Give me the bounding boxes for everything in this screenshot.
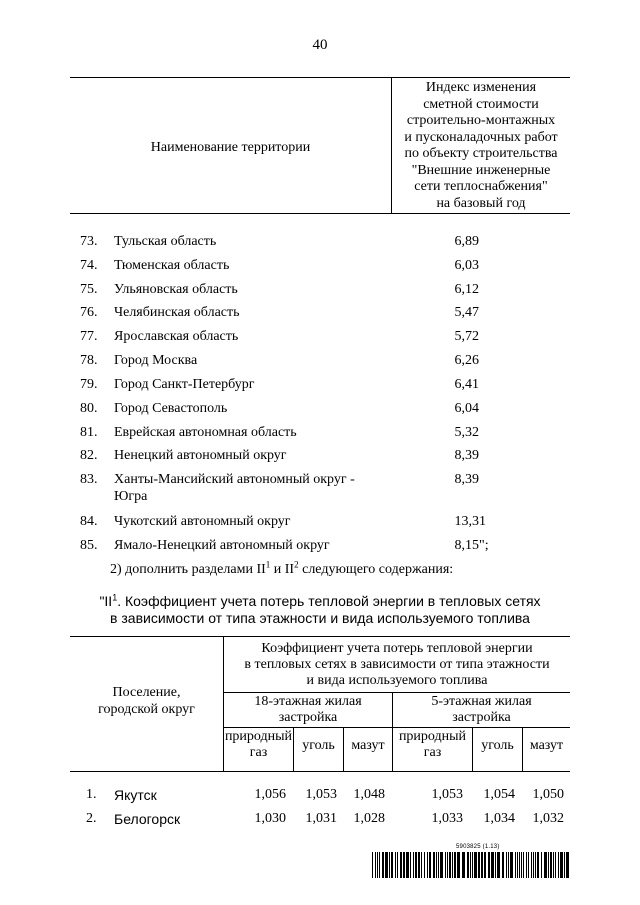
table2-header-column: мазут — [529, 738, 564, 753]
territory-name: Тюменская область — [114, 258, 230, 273]
table-row — [0, 377, 640, 397]
table-row — [0, 305, 640, 325]
index-value: 5,47 — [454, 305, 479, 320]
territory-name: Ульяновская область — [114, 282, 238, 297]
territory-name — [114, 472, 389, 506]
territory-name: Ямало-Ненецкий автономный округ — [114, 538, 330, 553]
table-row — [0, 234, 640, 254]
header-line: 5-этажная жилая — [431, 694, 532, 709]
title-text: "II — [99, 593, 113, 609]
table-row — [0, 811, 640, 831]
header-index-line: сети теплоснабжения" — [414, 179, 548, 194]
table1-header-index — [392, 80, 570, 212]
row-number: 77. — [80, 329, 98, 344]
header-index-line: строительно-монтажных — [406, 113, 556, 128]
section-title-line — [0, 593, 640, 610]
index-value: 6,03 — [454, 258, 479, 273]
table1-top-rule — [70, 77, 570, 78]
table2-header-group-5 — [393, 694, 570, 726]
header-line: городской округ — [98, 701, 195, 717]
row-number: 75. — [80, 282, 98, 297]
row-number: 1. — [86, 787, 97, 802]
index-value: 6,41 — [454, 377, 479, 392]
table-row — [0, 401, 640, 421]
row-number: 79. — [80, 377, 98, 392]
coefficient-value: 1,056 — [254, 787, 286, 802]
territory-name-line: Югра — [114, 488, 148, 504]
index-value: 8,39 — [454, 448, 479, 463]
table2-header-bottom-rule — [70, 771, 570, 772]
table2-header-coefficient — [224, 641, 570, 689]
coefficient-value: 1,031 — [305, 811, 337, 826]
table-row — [0, 472, 640, 510]
section-title-line: в зависимости от типа этажности и вида используемого топлива — [110, 610, 530, 626]
table-row — [0, 448, 640, 468]
row-number: 74. — [80, 258, 98, 273]
header-index-line: по объекту строительства — [404, 146, 558, 161]
coefficient-value: 1,028 — [353, 811, 385, 826]
territory-name-line: Ханты-Мансийский автономный округ - — [114, 472, 355, 487]
row-number: 82. — [80, 448, 98, 463]
row-number: 80. — [80, 401, 98, 416]
page-number: 40 — [312, 37, 328, 53]
territory-name: Ненецкий автономный округ — [114, 448, 287, 463]
header-line: застройка — [278, 710, 338, 725]
territory-name: Город Севастополь — [114, 401, 228, 416]
coefficient-value: 1,048 — [353, 787, 385, 802]
header-line: природный — [398, 729, 467, 744]
row-number: 78. — [80, 353, 98, 368]
header-index-line: сметной стоимости — [423, 96, 539, 112]
territory-name: Еврейская автономная область — [114, 425, 297, 440]
section-title — [0, 593, 640, 627]
territory-name: Город Москва — [114, 353, 198, 368]
coefficient-value: 1,034 — [483, 811, 515, 826]
table2-divider — [223, 692, 570, 693]
row-number: 73. — [80, 234, 98, 249]
row-number: 81. — [80, 425, 98, 440]
table2-header-column — [393, 729, 472, 761]
territory-name: Челябинская область — [114, 305, 240, 320]
header-line: Поселение, — [112, 685, 181, 700]
header-line: застройка — [452, 710, 511, 725]
territory-name: Чукотский автономный округ — [114, 514, 291, 529]
index-value: 5,72 — [454, 329, 479, 344]
title-text: . Коэффициент учета потерь тепловой энергии в тепловых сетях — [117, 593, 541, 609]
header-line: природный — [224, 729, 293, 744]
table2-top-rule — [70, 636, 570, 637]
superscript: 1 — [265, 559, 271, 570]
index-value: 6,89 — [454, 234, 479, 249]
territory-name: Тульская область — [114, 234, 217, 249]
header-index-line: на базовый год — [436, 195, 526, 211]
territory-name: Ярославская область — [114, 329, 239, 344]
table2-divider — [223, 727, 570, 728]
territory-name: Город Санкт-Петербург — [114, 377, 255, 392]
coefficient-value: 1,032 — [532, 811, 564, 826]
coefficient-value: 1,033 — [431, 811, 463, 826]
coefficient-value: 1,030 — [254, 811, 286, 826]
header-index-line: Индекс изменения — [425, 80, 537, 95]
supplement-instruction — [110, 559, 454, 579]
table-row — [0, 514, 640, 534]
header-line: в тепловых сетях в зависимости от типа этажности — [244, 657, 550, 672]
table2-header-settlement — [70, 685, 223, 719]
supplement-text: и II — [270, 562, 295, 577]
table2-header-column — [224, 729, 293, 761]
settlement-name: Белогорск — [114, 811, 181, 827]
table-row — [0, 258, 640, 278]
table2-header-column: уголь — [481, 738, 514, 753]
index-value: 6,26 — [454, 353, 479, 368]
index-value: 6,12 — [454, 282, 479, 297]
row-number: 83. — [80, 472, 98, 487]
table-row — [0, 353, 640, 373]
header-line: газ — [249, 745, 268, 760]
coefficient-value: 1,054 — [483, 787, 515, 802]
table1-header-name: Наименование территории — [150, 140, 311, 155]
table-row — [0, 282, 640, 302]
coefficient-value: 1,053 — [431, 787, 463, 802]
table-row — [0, 425, 640, 445]
superscript: 1 — [112, 592, 118, 603]
index-value: 5,32 — [454, 425, 479, 440]
table2-header-group-18 — [224, 694, 392, 726]
coefficient-value: 1,053 — [305, 787, 337, 802]
index-value: 6,04 — [454, 401, 479, 416]
superscript: 2 — [294, 559, 299, 570]
header-line: Коэффициент учета потерь тепловой энергии — [261, 641, 533, 656]
table-row — [0, 538, 640, 558]
row-number: 2. — [86, 811, 97, 826]
supplement-text: 2) дополнить разделами II — [110, 562, 266, 577]
table-row — [0, 787, 640, 807]
row-number: 76. — [80, 305, 98, 320]
table2-header-column: мазут — [351, 738, 385, 753]
table-row — [0, 329, 640, 349]
index-value: 8,39 — [454, 472, 479, 487]
index-value: 8,15"; — [454, 538, 489, 553]
row-number: 84. — [80, 514, 98, 529]
header-line: газ — [423, 745, 442, 760]
index-value: 13,31 — [454, 514, 486, 529]
settlement-name: Якутск — [114, 787, 157, 803]
header-index-line: "Внешние инженерные — [411, 162, 551, 178]
barcode-icon — [372, 852, 570, 878]
coefficient-value: 1,050 — [532, 787, 564, 802]
row-number: 85. — [80, 538, 98, 553]
header-line: и вида используемого топлива — [306, 673, 488, 688]
header-index-line: и пусконаладочных работ — [404, 129, 558, 145]
table1-header-bottom-rule — [70, 213, 570, 214]
barcode-caption: 5903825 (1.13) — [456, 844, 500, 850]
table2-header-column: уголь — [302, 738, 335, 753]
header-line: 18-этажная жилая — [254, 694, 362, 709]
supplement-text: следующего содержания: — [298, 562, 454, 577]
